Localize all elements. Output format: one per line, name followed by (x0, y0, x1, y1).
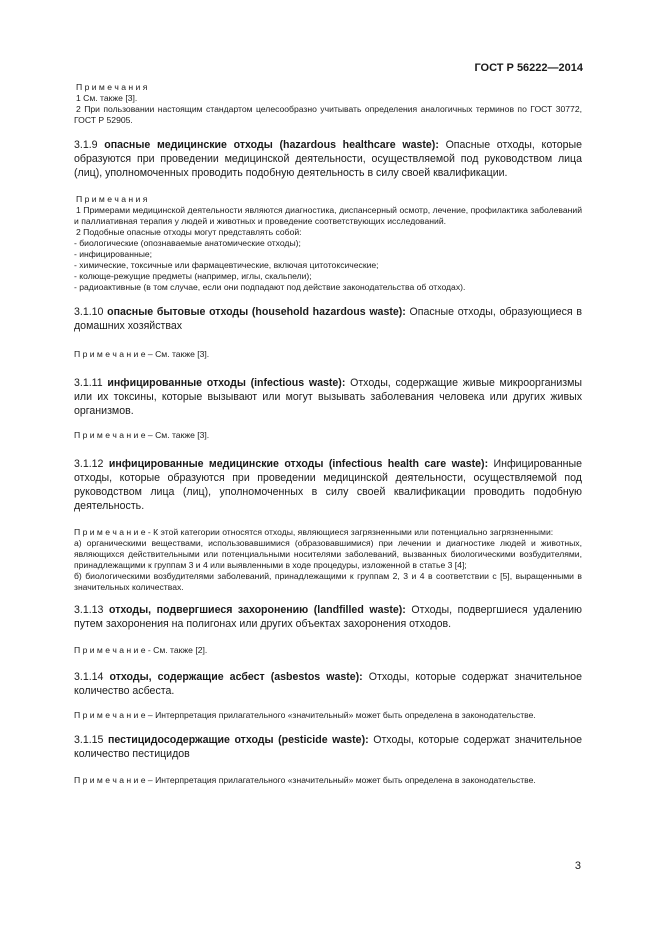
note-heading: П р и м е ч а н и я (76, 82, 148, 92)
term-title: инфицированные медицинские отходы (infectious health care waste): (108, 458, 489, 470)
term-number: 3.1.15 (74, 734, 104, 746)
page-number: 3 (574, 860, 581, 872)
term-3-1-13 (74, 603, 582, 631)
note-block (74, 430, 582, 441)
term-3-1-15 (74, 733, 582, 761)
term-3-1-11 (74, 376, 582, 418)
term-title: опасные бытовые отходы (household hazardous waste): (107, 306, 406, 318)
term-definition: Отходы, содержащие живые микроорганизмы или их токсины, которые вызывают или могут вызывать заболевания человека или других живых организмов. (74, 377, 582, 417)
list-item: - биологические (опознаваемые анатомические отходы); (74, 238, 301, 248)
note-text: – Интерпретация прилагательного «значительный» может быть определена в законодательстве. (147, 710, 536, 720)
note-text: 1 См. также [3]. (76, 93, 138, 103)
note-text: – Интерпретация прилагательного «значительный» может быть определена в законодательстве. (147, 775, 536, 785)
term-title: опасные медицинские отходы (hazardous healthcare waste): (104, 139, 439, 151)
note-block (74, 710, 582, 721)
note-block (74, 82, 582, 126)
term-number: 3.1.11 (74, 377, 103, 389)
list-item: - радиоактивные (в том случае, если они подпадают под действие законодательства об отходах). (74, 282, 466, 292)
list-item: - колюще-режущие предметы (например, иглы, скальпели); (74, 271, 312, 281)
note-block (74, 527, 582, 593)
note-heading: П р и м е ч а н и е (74, 710, 146, 720)
note-text: - См. также [2]. (147, 645, 208, 655)
term-number: 3.1.14 (74, 671, 104, 683)
term-number: 3.1.9 (74, 139, 98, 151)
note-block (74, 349, 582, 360)
note-text: 1 Примерами медицинской деятельности являются диагностика, диспансерный осмотр, лечение, профилактика заболеваний и паллиативная терапия у людей и животных и проведение соответствующих исследований. (74, 205, 582, 226)
note-text: - К этой категории относятся отходы, являющиеся загрязненными или потенциально загрязненными: (147, 527, 554, 537)
term-title: отходы, подвергшиеся захоронению (landfilled waste): (109, 604, 406, 616)
note-heading: П р и м е ч а н и е (74, 430, 146, 440)
note-block (74, 194, 582, 293)
list-item: - инфицированные; (74, 249, 153, 259)
term-definition: Опасные отходы, образующиеся в домашних хозяйствах (74, 306, 582, 332)
note-item: а) органическими веществами, использовавшимися (образовавшимися) при лечении и диагностике людей и животных, являющихся действительными или потенциальными носителями заболеваний, вызванных биологическими возбудителями, принадлежащими к группам 3 и 4 или выявленными в ходе процедуры, изложенной в статье 3 [4]; (74, 538, 582, 570)
term-number: 3.1.12 (74, 458, 104, 470)
term-3-1-12 (74, 457, 582, 513)
term-definition: Отходы, которые содержат значительное количество асбеста. (74, 671, 582, 697)
page-content (74, 82, 582, 786)
term-title: пестицидосодержащие отходы (pesticide waste): (108, 734, 369, 746)
term-title: инфицированные отходы (infectious waste): (107, 377, 346, 389)
term-3-1-9 (74, 138, 582, 180)
note-text: – См. также [3]. (147, 349, 210, 359)
note-text: 2 При пользовании настоящим стандартом целесообразно учитывать определения аналогичных терминов по ГОСТ 30772, ГОСТ Р 52905. (74, 104, 582, 125)
term-definition: Отходы, подвергшиеся удалению путем захоронения на полигонах или других объектах захоронения отходов. (74, 604, 582, 630)
note-text: – См. также [3]. (147, 430, 210, 440)
term-definition: Инфицированные отходы, которые образуются при проведении медицинской деятельности, осуществляемой под руководством лица (лиц), уполномоченных в силу своей квалификации проводить подобную деятельность. (74, 458, 582, 512)
note-block (74, 645, 582, 656)
note-heading: П р и м е ч а н и е (74, 645, 146, 655)
list-item: - химические, токсичные или фармацевтические, включая цитотоксические; (74, 260, 379, 270)
note-heading: П р и м е ч а н и е (74, 775, 146, 785)
note-heading: П р и м е ч а н и е (74, 349, 146, 359)
term-3-1-14 (74, 670, 582, 698)
note-heading: П р и м е ч а н и я (76, 194, 148, 204)
term-definition: Отходы, которые содержат значительное количество пестицидов (74, 734, 583, 760)
document-header: ГОСТ Р 56222—2014 (474, 62, 583, 74)
note-item: б) биологическими возбудителями заболеваний, принадлежащими к группам 2, 3 и 4 в соответствии с [5], выращенными в значительных количествах. (74, 571, 582, 592)
note-heading: П р и м е ч а н и е (74, 527, 146, 537)
note-text: 2 Подобные опасные отходы могут представлять собой: (76, 227, 302, 237)
term-3-1-10 (74, 305, 582, 333)
term-title: отходы, содержащие асбест (asbestos waste): (109, 671, 363, 683)
term-definition: Опасные отходы, которые образуются при проведении медицинской деятельности, осуществляемой под руководством лица (лиц), уполномоченных проводить подобную деятельность в силу своей квалификации. (74, 139, 582, 179)
note-block (74, 775, 582, 786)
term-number: 3.1.13 (74, 604, 104, 616)
term-number: 3.1.10 (74, 306, 104, 318)
